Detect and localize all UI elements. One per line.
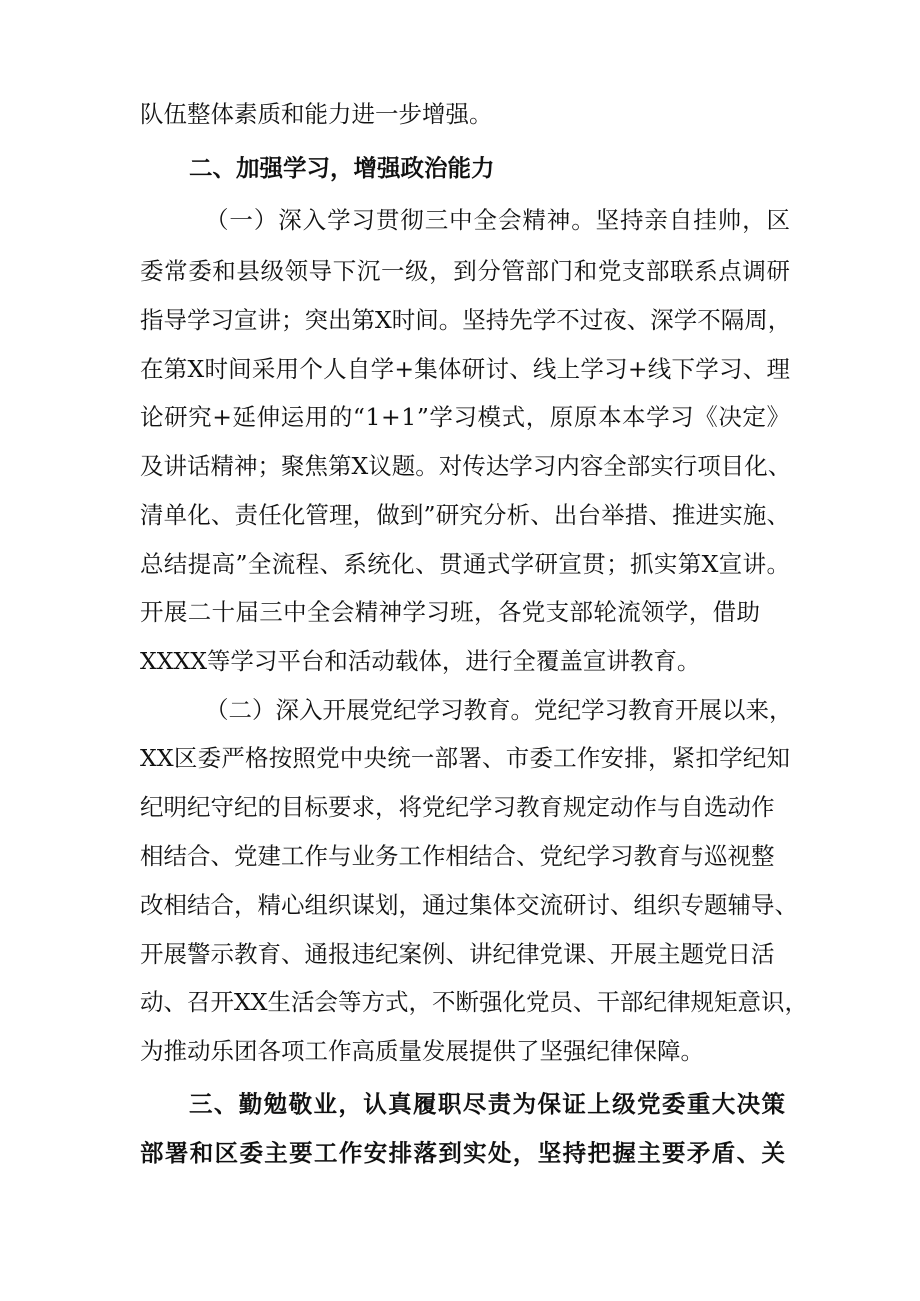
paragraph-line: 开展警示教育、通报违纪案例、讲纪律党课、开展主题党日活 [140, 940, 775, 968]
paragraph-line: 及讲话精神；聚焦第X议题。对传达学习内容全部实行项目化、 [140, 452, 792, 480]
paragraph-line: 相结合、党建工作与业务工作相结合、党纪学习教育与巡视整 [140, 842, 775, 870]
paragraph-line: 指导学习宣讲；突出第X时间。坚持先学不过夜、深学不隔周， [140, 306, 792, 334]
paragraph-line: 为推动乐团各项工作高质量发展提供了坚强纪律保障。 [140, 1037, 704, 1065]
paragraph-line: （二）深入开展党纪学习教育。党纪学习教育开展以来， [205, 696, 793, 724]
paragraph-line: XXXX等学习平台和活动载体，进行全覆盖宣讲教育。 [140, 647, 701, 675]
paragraph-line: 总结提高”全流程、系统化、贯通式学研宣贯；抓实第X宣讲。 [140, 550, 791, 578]
paragraph-line: 清单化、责任化管理，做到”研究分析、出台举措、推进实施、 [140, 501, 791, 529]
paragraph-line: 改相结合，精心组织谋划，通过集体交流研讨、组织专题辅导、 [140, 891, 798, 919]
paragraph-line: 纪明纪守纪的目标要求，将党纪学习教育规定动作与自选动作 [140, 793, 775, 821]
section-heading-line: 二、加强学习，增强政治能力 [189, 154, 495, 182]
paragraph-line: 开展二十届三中全会精神学习班，各党支部轮流领学，借助 [140, 598, 761, 626]
section-heading-line: 部署和区委主要工作安排落到实处，坚持把握主要矛盾、关 [140, 1139, 787, 1167]
paragraph-line: 论研究+延伸运用的“1+1”学习模式，原原本本学习《决定》 [140, 403, 791, 431]
paragraph-line: 队伍整体素质和能力进一步增强。 [140, 100, 493, 128]
paragraph-line: 在第X时间采用个人自学+集体研讨、线上学习+线下学习、理 [140, 355, 791, 383]
paragraph-line: 委常委和县级领导下沉一级，到分管部门和党支部联系点调研 [140, 257, 791, 285]
paragraph-line: 动、召开XX生活会等方式，不断强化党员、干部纪律规矩意识， [140, 988, 808, 1016]
paragraph-line: （一）深入学习贯彻三中全会精神。坚持亲自挂帅，区 [205, 206, 791, 234]
section-heading-line: 三、勤勉敬业，认真履职尽责为保证上级党委重大决策 [189, 1090, 787, 1118]
paragraph-line: XX区委严格按照党中央统一部署、市委工作安排，紧扣学纪知 [140, 744, 791, 772]
